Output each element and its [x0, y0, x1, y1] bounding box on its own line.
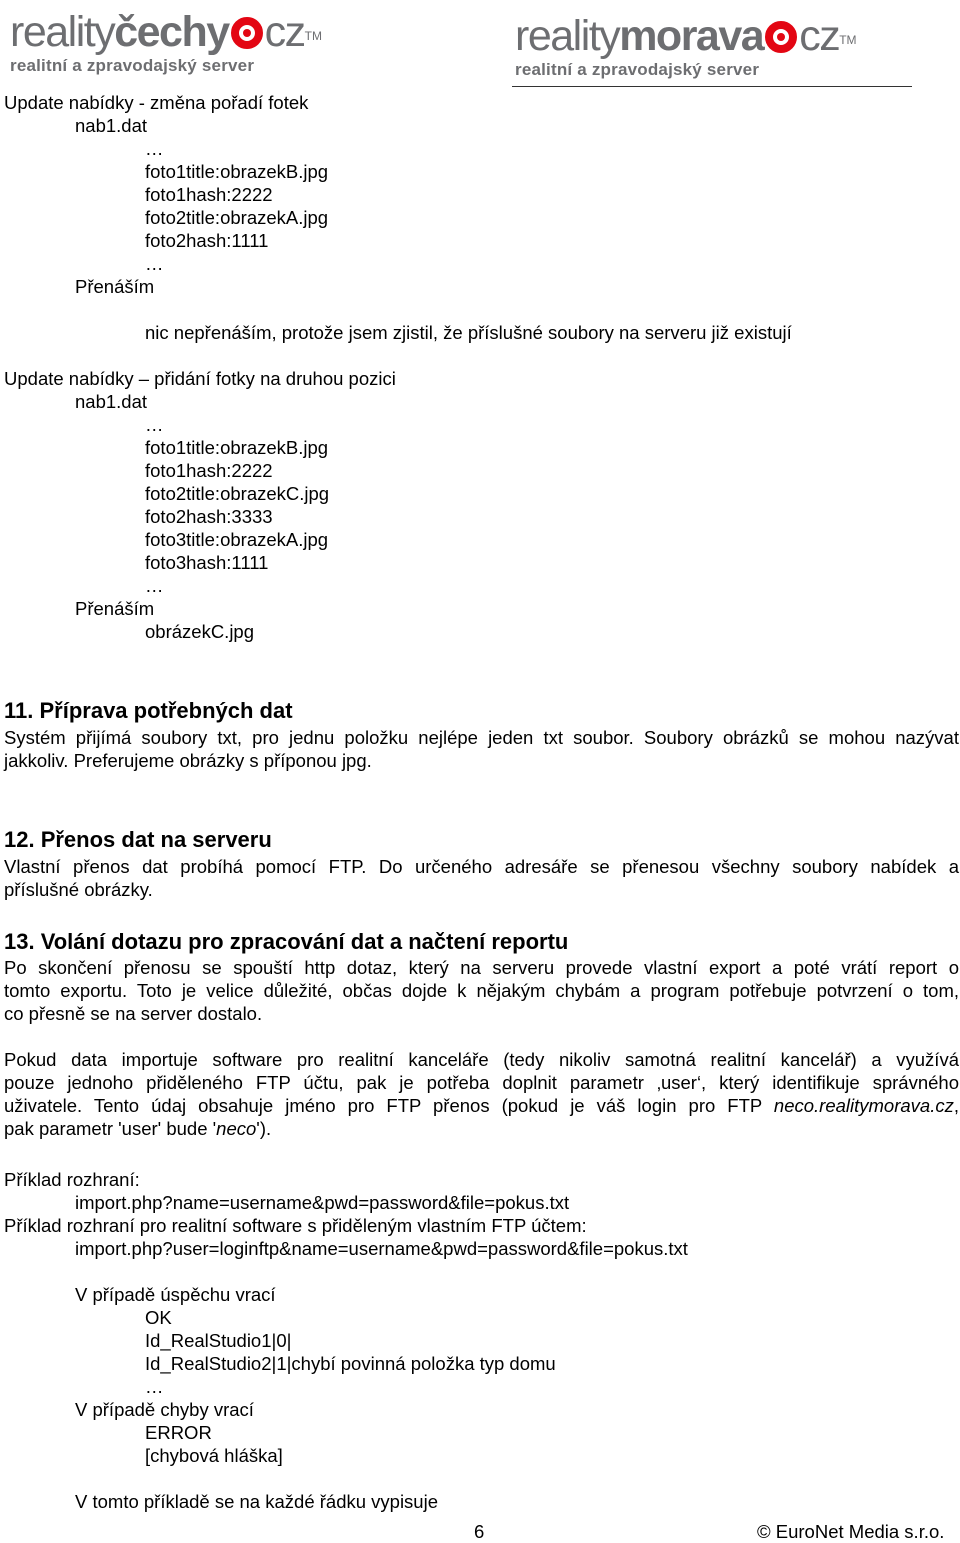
section-11-heading: 11. Příprava potřebných dat [4, 698, 293, 723]
page-number: 6 [474, 1521, 485, 1542]
error-line: [chybová hláška] [145, 1445, 283, 1466]
section-11-text: jakkoliv. Preferujeme obrázky s příponou jpg. [4, 750, 372, 771]
update-add-transfer-file: obrázekC.jpg [145, 621, 255, 642]
section-12-text: příslušné obrázky. [4, 879, 153, 900]
ftp-login-example: neco.realitymorava.cz [773, 1095, 954, 1116]
success-line: Id_RealStudio1|0| [145, 1330, 292, 1351]
update-order-transfer-note: nic nepřenáším, protože jsem zjistil, že příslušné soubory na serveru již existují [145, 322, 792, 343]
update-add-line: … [145, 575, 164, 596]
update-order-line: foto2hash:1111 [145, 230, 269, 251]
success-line: OK [145, 1307, 172, 1328]
section-13-text: Pokud data importuje software pro realitní kanceláře (tedy nikoliv samotná realitní kancelář) a využívá [4, 1049, 959, 1070]
update-order-transfer-label: Přenáším [75, 276, 155, 297]
logo-ring-icon [765, 21, 797, 53]
logo-ring-icon [231, 17, 263, 49]
success-line: Id_RealStudio2|1|chybí povinná položka typ domu [145, 1353, 556, 1374]
section-12-text: Vlastní přenos dat probíhá pomocí FTP. Do určeného adresáře se přenesou všechny soubory nabídek a [4, 856, 959, 877]
example-url: import.php?name=username&pwd=password&file=pokus.txt [75, 1192, 570, 1213]
update-add-line: foto1hash:2222 [145, 460, 273, 481]
update-order-title: Update nabídky - změna pořadí fotek [4, 92, 309, 113]
update-order-file: nab1.dat [75, 115, 148, 136]
section-13-text: Po skončení přenosu se spouští http dotaz, který na serveru provede vlastní export a poté vrátí report o [4, 957, 959, 978]
update-order-line: foto1hash:2222 [145, 184, 273, 205]
update-add-title: Update nabídky – přidání fotky na druhou pozici [4, 368, 396, 389]
copyright: © EuroNet Media s.r.o. [757, 1521, 945, 1542]
example2-url: import.php?user=loginftp&name=username&pwd=password&file=pokus.txt [75, 1238, 688, 1259]
update-add-line: foto3hash:1111 [145, 552, 269, 573]
update-add-transfer-label: Přenáším [75, 598, 155, 619]
update-order-line: … [145, 253, 164, 274]
example2-label: Příklad rozhraní pro realitní software s přiděleným vlastním FTP účtem: [4, 1215, 587, 1236]
section-13-text: pak parametr 'user' bude 'neco'). [4, 1118, 272, 1139]
update-add-line: … [145, 414, 164, 435]
footer-note: V tomto příkladě se na každé řádku vypisuje [75, 1491, 438, 1512]
example-label: Příklad rozhraní: [4, 1169, 140, 1190]
section-13-text: uživatele. Tento údaj obsahuje jméno pro FTP přenos (pokud je váš login pro FTP neco.realitymorava.cz, [4, 1095, 959, 1116]
logo-realitycechy: realityčechy cz™ realitní a zpravodajský server [10, 8, 322, 75]
error-line: ERROR [145, 1422, 212, 1443]
section-13-text: pouze jednoho přiděleného FTP účtu, pak je potřeba doplnit parametr ‚user‘, který identifikuje správného [4, 1072, 959, 1093]
update-order-line: foto2title:obrazekA.jpg [145, 207, 329, 228]
update-add-line: foto1title:obrazekB.jpg [145, 437, 329, 458]
user-param-example: neco [216, 1118, 257, 1139]
update-order-line: foto1title:obrazekB.jpg [145, 161, 329, 182]
logo-realitymorava: realitymorava cz™ realitní a zpravodajský server [515, 12, 857, 79]
section-13-heading: 13. Volání dotazu pro zpracování dat a načtení reportu [4, 929, 569, 954]
update-add-file: nab1.dat [75, 391, 148, 412]
update-order-line: … [145, 138, 164, 159]
success-line: … [145, 1376, 164, 1397]
section-11-text: Systém přijímá soubory txt, pro jednu položku nejlépe jeden txt soubor. Soubory obrázků se mohou nazývat [4, 727, 959, 748]
success-label: V případě úspěchu vrací [75, 1284, 276, 1305]
update-add-line: foto2title:obrazekC.jpg [145, 483, 330, 504]
update-add-line: foto3title:obrazekA.jpg [145, 529, 329, 550]
section-12-heading: 12. Přenos dat na serveru [4, 827, 272, 852]
header-divider [512, 86, 912, 87]
section-13-text: co přesně se na server dostalo. [4, 1003, 263, 1024]
update-add-line: foto2hash:3333 [145, 506, 273, 527]
section-13-text: tomto exportu. Toto je velice důležité, občas dojde k nějakým chybám a program potřebuje potvrzení o tom, [4, 980, 959, 1001]
error-label: V případě chyby vrací [75, 1399, 254, 1420]
